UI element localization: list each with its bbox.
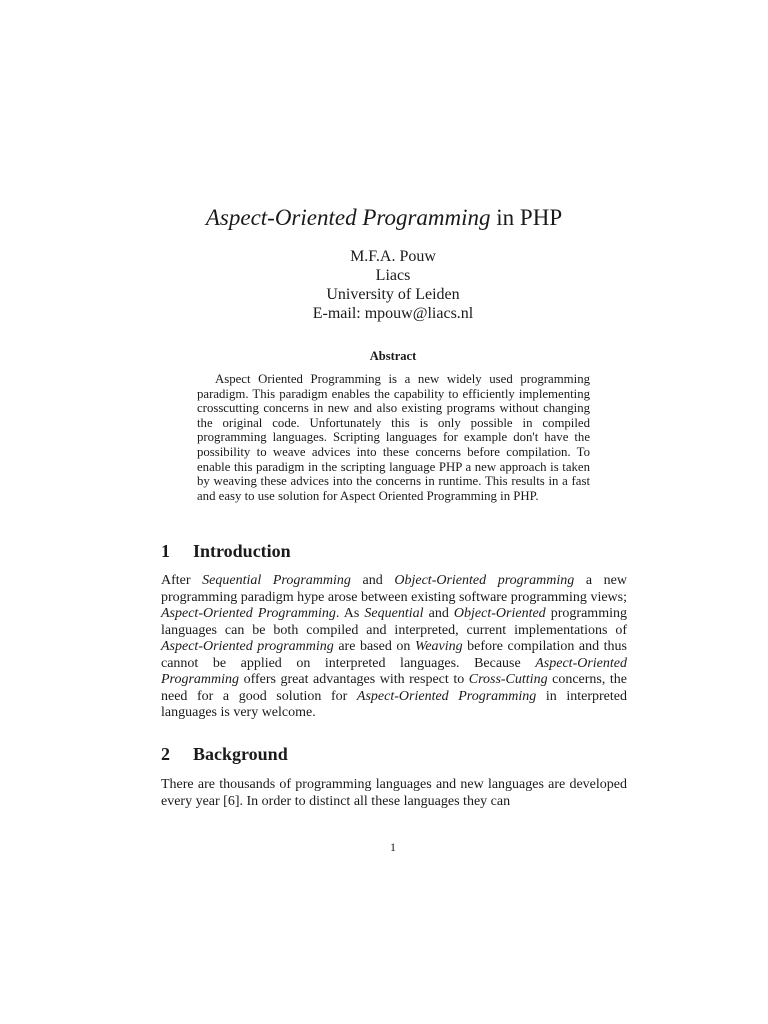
italic-term: Aspect-Oriented Programming <box>356 688 537 704</box>
text-run: before compilation and thus cannot be applied on interpreted languages. Because <box>161 639 628 671</box>
italic-term: Aspect-Oriented Programming <box>161 606 336 621</box>
italic-term: Sequential <box>364 606 424 621</box>
author-block <box>0 247 768 323</box>
text-run: programming languages can be both compiled and interpreted, current implementations of <box>161 606 627 638</box>
italic-term: Weaving <box>414 639 463 654</box>
section-heading-background <box>161 743 288 765</box>
italic-term: Sequential Programming <box>202 573 351 588</box>
text-run: After <box>161 573 203 588</box>
author-affiliation: Liacs <box>375 267 411 284</box>
italic-term: Aspect-Oriented Programming <box>161 655 627 687</box>
text-run: There are thousands of programming languages and new languages are developed every year [6]. In order to distinct all these languages they can <box>161 777 627 809</box>
paper-title-rest: in PHP <box>490 205 563 230</box>
section-heading-introduction <box>161 540 291 562</box>
italic-term: Cross-Cutting <box>468 672 548 687</box>
paper-title-italic: Aspect-Oriented Programming <box>205 205 491 230</box>
italic-term: Object-Oriented <box>453 606 546 621</box>
text-run: in interpreted languages is very welcome. <box>161 688 627 720</box>
text-run: and <box>350 573 395 588</box>
paper-title <box>0 204 768 232</box>
text-run: concerns, the need for a good solution for <box>161 672 627 704</box>
abstract-heading: Abstract <box>369 349 417 363</box>
author-university: University of Leiden <box>326 286 460 303</box>
text-run: offers great advantages with respect to <box>239 672 469 687</box>
abstract-text: Aspect Oriented Programming is a new widely used programming paradigm. This paradigm enables the capability to efficiently implementing crosscutting concerns in new and also existing programs without changing the original code. Unfortunately this is only possible in compiled programming languages. Scripting languages for example don't have the possibility to weave advices into these concerns before compilation. To enable this paradigm in the scripting language PHP a new approach is taken by weaving these advices into the concerns in runtime. This results in a fast and easy to use solution for Aspect Oriented Programming in PHP. <box>197 372 590 503</box>
introduction-paragraph <box>161 573 627 722</box>
text-run: are based on <box>333 639 415 654</box>
section-number: 2 <box>161 744 170 764</box>
background-paragraph <box>161 777 627 810</box>
text-run: and <box>423 606 454 621</box>
section-number: 1 <box>161 541 170 561</box>
author-email: E-mail: mpouw@liacs.nl <box>312 305 474 322</box>
section-title: Introduction <box>193 541 291 561</box>
text-run: . As <box>335 606 365 621</box>
author-name: M.F.A. Pouw <box>350 248 436 265</box>
italic-term: Aspect-Oriented programming <box>161 639 334 654</box>
italic-term: Object-Oriented programming <box>394 573 575 588</box>
page-number: 1 <box>390 840 396 854</box>
text-run: a new programming paradigm hype arose between existing software programming views; <box>161 573 628 605</box>
section-title: Background <box>193 744 288 764</box>
